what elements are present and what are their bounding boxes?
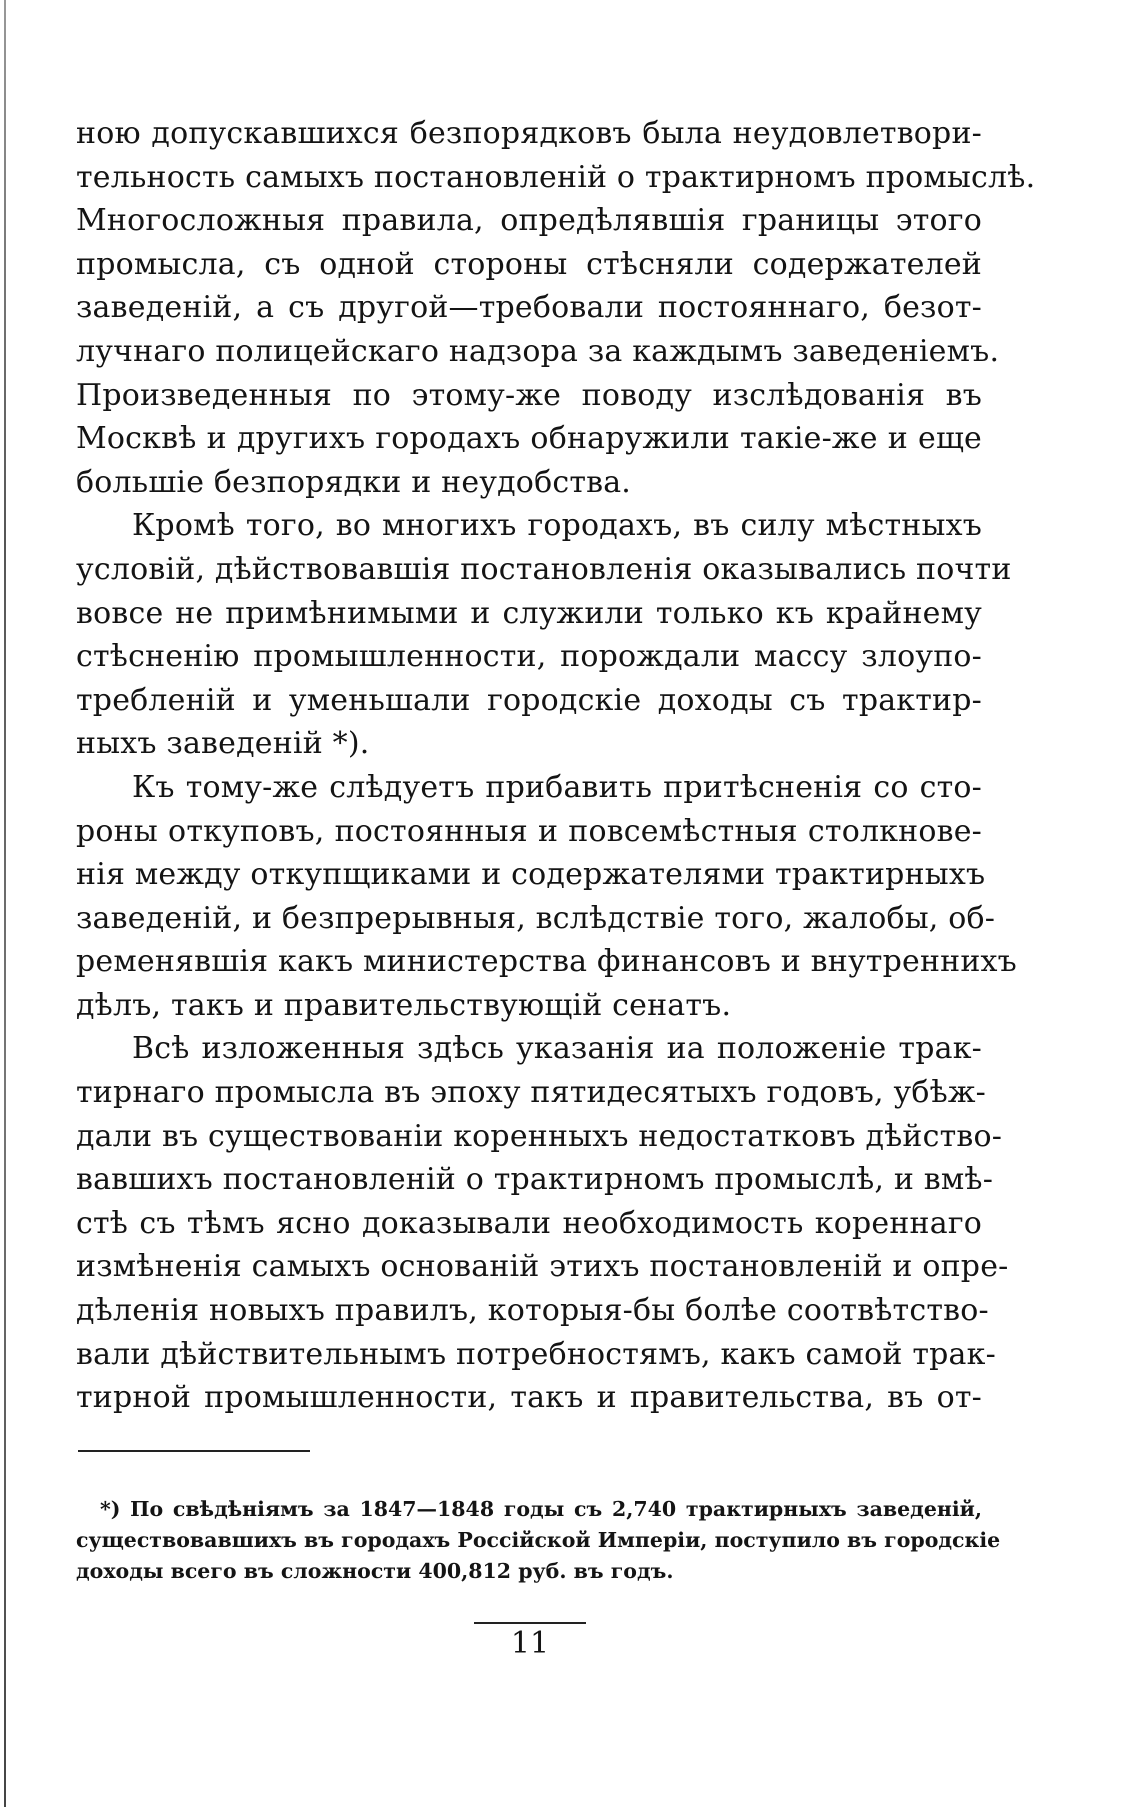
- body-text: [76, 112, 1036, 1420]
- text-line: Москвѣ и другихъ городахъ обнаружили такіе-же и еще: [76, 421, 982, 457]
- text-line: тельность самыхъ постановленій о трактирномъ промыслѣ.: [76, 159, 1036, 195]
- text-line: заведеній, и безпрерывныя, вслѣдствіе того, жалобы, об-: [76, 900, 996, 936]
- text-line: большіе безпорядки и неудобства.: [76, 464, 632, 500]
- text-line: стѣ съ тѣмъ ясно доказывали необходимость кореннаго: [76, 1205, 982, 1241]
- text-line: ною допускавшихся безпорядковъ была неудовлетвори-: [76, 116, 982, 151]
- text-line: Многосложныя правила, опредѣлявшія границы этого: [76, 203, 982, 239]
- text-line: дали въ существованіи коренныхъ недостатковъ дѣйство-: [76, 1118, 1003, 1154]
- paragraph-4: [76, 1027, 1009, 1419]
- footnote-line: *) По свѣдѣніямъ за 1847—1848 годы съ 2,740 трактирныхъ заведеній,: [100, 1497, 982, 1521]
- text-line: дѣленія новыхъ правилъ, которыя-бы болѣе соотвѣтство-: [76, 1293, 989, 1329]
- text-line: Къ тому-же слѣдуетъ прибавить притѣсненія со сто-: [132, 769, 982, 805]
- text-line: заведеній, а съ другой—требовали постояннаго, безот-: [76, 290, 982, 326]
- text-line: вовсе не примѣнимыми и служили только къ крайнему: [76, 595, 982, 631]
- footnote-separator: [78, 1450, 310, 1452]
- text-line: Кромѣ того, во многихъ городахъ, въ силу мѣстныхъ: [132, 508, 982, 544]
- footnote-line: существовавшихъ въ городахъ Россійской Имперіи, поступило въ городскіе: [76, 1528, 1001, 1552]
- text-line: роны откуповъ, постоянныя и повсемѣстныя столкнове-: [76, 813, 982, 849]
- text-line: вавшихъ постановленій о трактирномъ промыслѣ, и вмѣ-: [76, 1162, 994, 1198]
- text-line: ныхъ заведеній *).: [76, 726, 370, 762]
- text-line: лучнаго полицейскаго надзора за каждымъ заведеніемъ.: [76, 333, 1000, 369]
- scan-left-edge: [4, 0, 6, 1807]
- page-number: 11: [510, 1626, 550, 1661]
- text-line: измѣненія самыхъ основаній этихъ постановленій и опре-: [76, 1249, 1009, 1285]
- text-line: ременявшія какъ министерства финансовъ и внутреннихъ: [76, 944, 1017, 980]
- text-line: тирной промышленности, такъ и правительства, въ от-: [76, 1380, 982, 1416]
- text-line: тирнаго промысла въ эпоху пятидесятыхъ годовъ, убѣж-: [76, 1075, 987, 1111]
- footnote-line: доходы всего въ сложности 400,812 руб. въ годъ.: [76, 1559, 674, 1583]
- footnote: [76, 1494, 1001, 1587]
- text-line: требленій и уменьшали городскіе доходы съ трактир-: [76, 682, 982, 718]
- paragraph-2: [76, 504, 1012, 766]
- text-line: Всѣ изложенныя здѣсь указанія иа положеніе трак-: [132, 1031, 982, 1067]
- text-line: условій, дѣйствовавшія постановленія оказывались почти: [76, 551, 1012, 587]
- text-line: Произведенныя по этому-же поводу изслѣдованія въ: [76, 377, 982, 413]
- text-line: нія между откупщиками и содержателями трактирныхъ: [76, 857, 986, 893]
- text-line: стѣсненію промышленности, порождали массу злоупо-: [76, 639, 982, 675]
- paragraph-1: [76, 112, 1036, 504]
- text-line: вали дѣйствительнымъ потребностямъ, какъ самой трак-: [76, 1336, 996, 1372]
- text-line: дѣлъ, такъ и правительствующій сенатъ.: [76, 987, 732, 1023]
- text-line: промысла, съ одной стороны стѣсняли содержателей: [76, 246, 982, 282]
- paragraph-3: [76, 766, 1017, 1028]
